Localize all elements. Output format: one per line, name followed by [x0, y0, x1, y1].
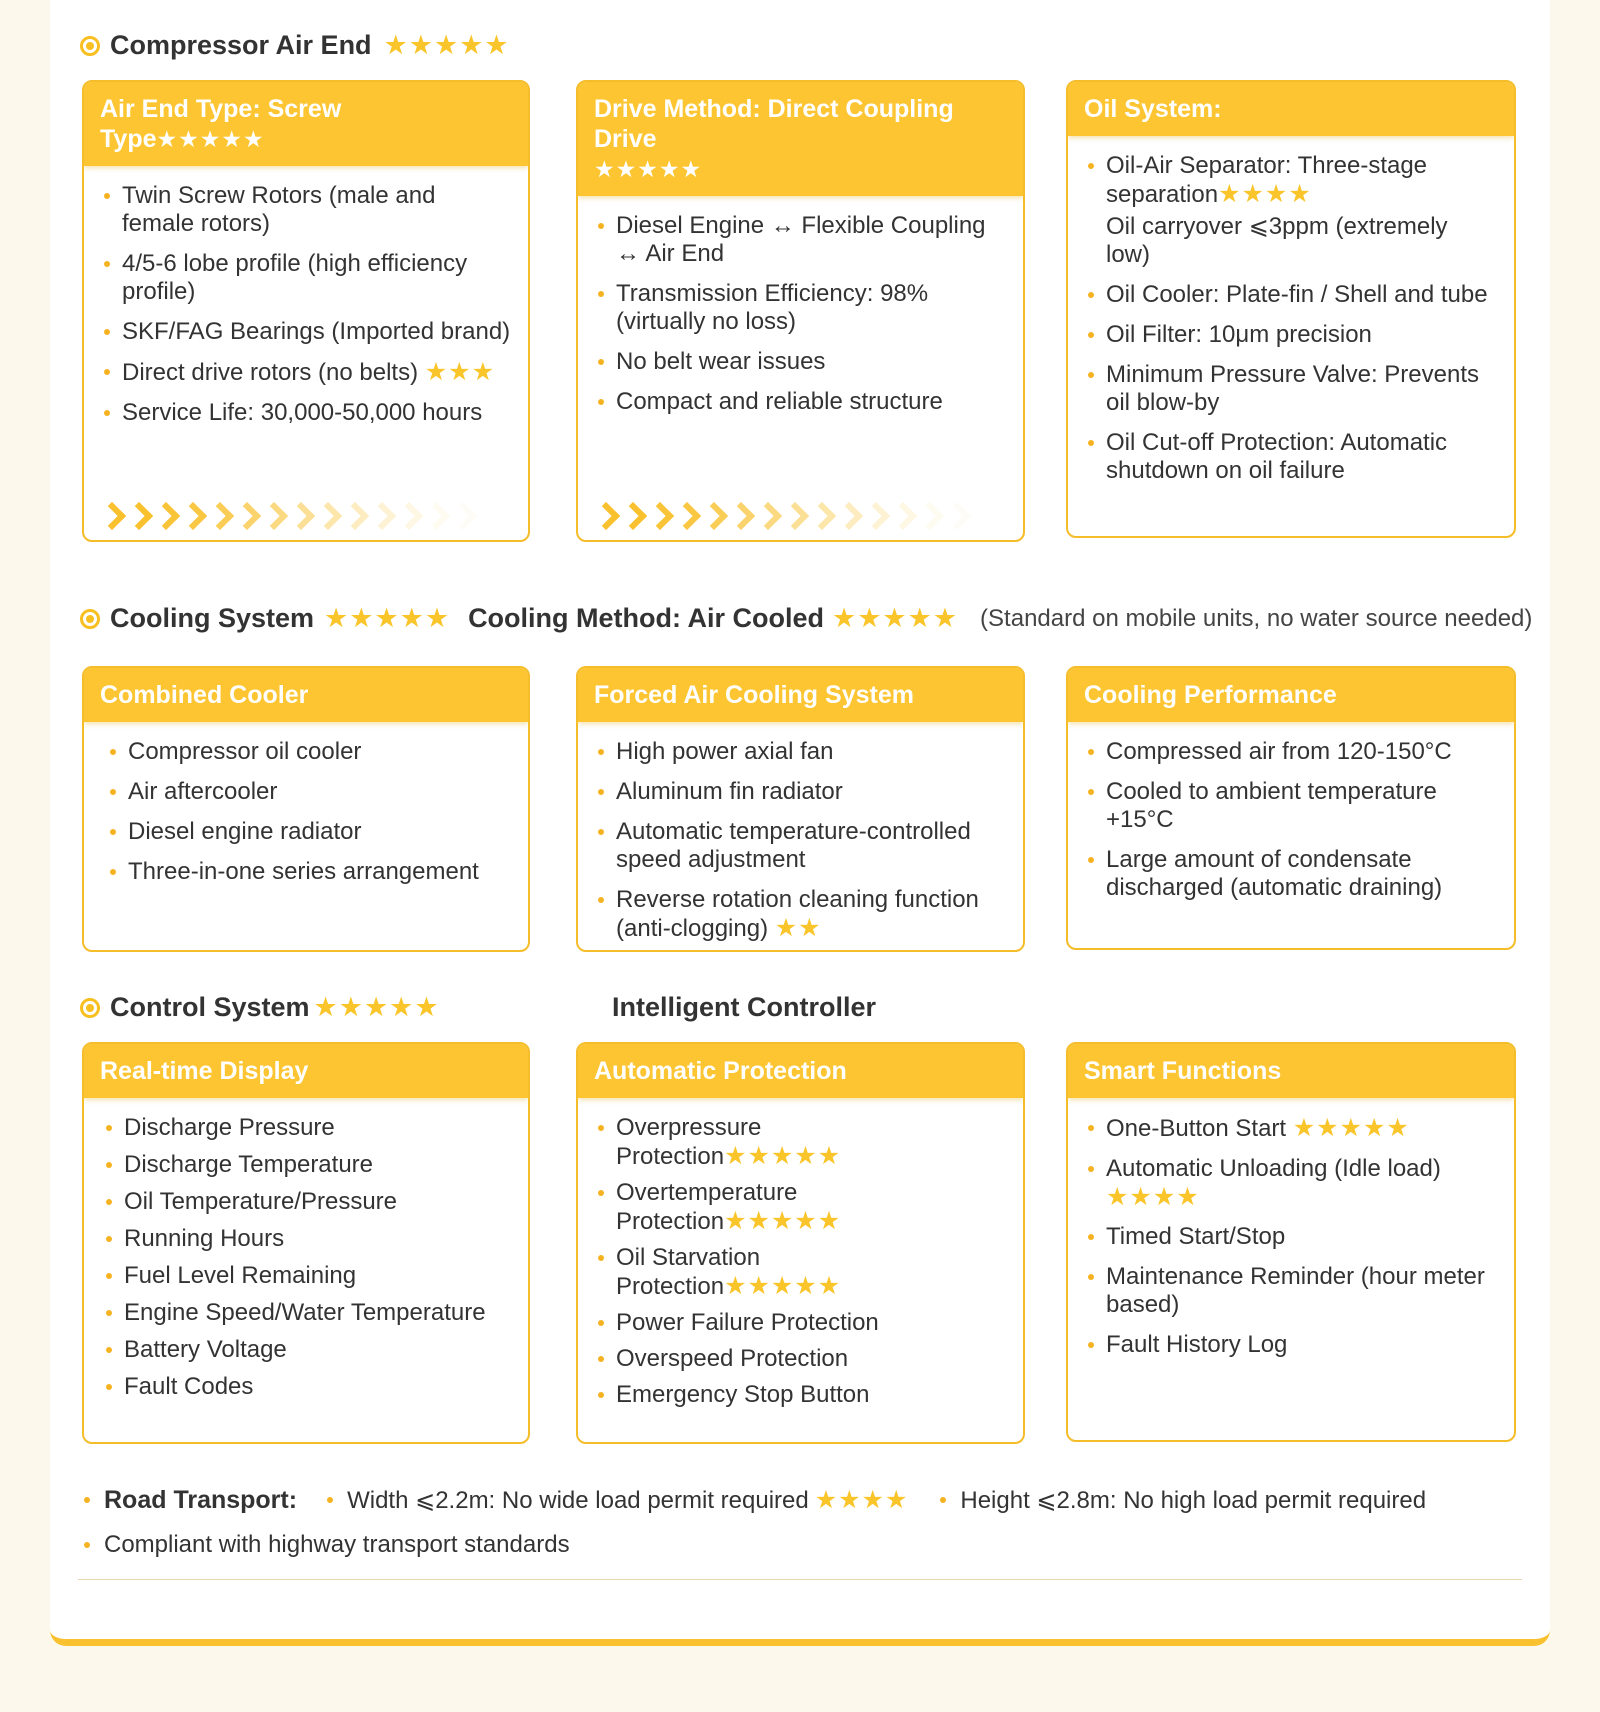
chevron-arrows-icon — [106, 504, 484, 526]
item-stars: ★★★★★ — [724, 1272, 842, 1300]
feature-list — [578, 1098, 1023, 1409]
list-item: Power Failure Protection — [598, 1309, 903, 1337]
card-combined-cooler — [82, 666, 530, 952]
compressor-rating-stars: ★★★★★ — [383, 30, 510, 60]
list-item: Oil-Air Separator: Three-stage separation★★★★ Oil carryover ⩽3ppm (extremely low) — [1088, 152, 1498, 269]
item-stars: ★★★★ — [1106, 1183, 1200, 1211]
list-item: Direct drive rotors (no belts) ★★★ — [104, 358, 512, 387]
item-stars: ★★ — [774, 914, 822, 942]
item-stars: ★★★★ — [1218, 180, 1312, 208]
card-header — [1068, 82, 1514, 136]
intelligent-controller-subtitle: Intelligent Controller — [612, 992, 877, 1022]
cooling-method-stars: ★★★★★ — [832, 603, 959, 633]
card-title: Oil System: — [1084, 95, 1222, 123]
section-divider — [78, 1579, 1522, 1580]
feature-list — [1068, 722, 1514, 902]
card-realtime-display — [82, 1042, 530, 1444]
card-automatic-protection — [576, 1042, 1025, 1444]
list-item: One-Button Start ★★★★★ — [1088, 1114, 1498, 1143]
bullet-icon — [940, 1497, 946, 1503]
list-item: Oil Cut-off Protection: Automatic shutdown on oil failure — [1088, 429, 1498, 485]
item-stars: ★★★ — [424, 358, 496, 386]
list-item: Overpressure Protection★★★★★ — [598, 1114, 903, 1171]
list-item: Compressor oil cooler — [110, 738, 512, 766]
card-header — [84, 668, 528, 722]
width-limit-stars: ★★★★ — [814, 1486, 909, 1514]
card-smart-functions — [1066, 1042, 1516, 1442]
control-section-header — [80, 992, 440, 1023]
card-title: Air End Type: Screw Type — [100, 95, 342, 153]
list-item: Emergency Stop Button — [598, 1381, 903, 1409]
cooling-section-title: Cooling System — [110, 603, 315, 633]
list-item: Discharge Temperature — [106, 1151, 512, 1179]
card-title: Automatic Protection — [594, 1057, 847, 1085]
list-item: Oil Starvation Protection★★★★★ — [598, 1244, 903, 1301]
list-item: Compressed air from 120-150°C — [1088, 738, 1498, 766]
list-item: No belt wear issues — [598, 348, 1007, 376]
list-item: Battery Voltage — [106, 1336, 512, 1364]
transport-row — [84, 1531, 1524, 1559]
compressor-section-title: Compressor Air End — [110, 30, 372, 60]
list-item: Overtemperature Protection★★★★★ — [598, 1179, 903, 1236]
list-item: Minimum Pressure Valve: Prevents oil blow-by — [1088, 361, 1498, 417]
list-item: Oil Temperature/Pressure — [106, 1188, 512, 1216]
bullet-icon — [84, 1497, 90, 1503]
card-header — [578, 1044, 1023, 1098]
cooling-section-header — [80, 603, 1532, 634]
section-bullet-icon — [80, 36, 100, 56]
list-item: Reverse rotation cleaning function (anti-clogging) ★★ — [598, 886, 1007, 943]
list-item: Discharge Pressure — [106, 1114, 512, 1142]
width-limit-text: Width ⩽2.2m: No wide load permit required — [347, 1486, 809, 1514]
feature-list — [84, 1098, 528, 1401]
height-limit-text: Height ⩽2.8m: No high load permit required — [960, 1486, 1427, 1514]
card-title: Smart Functions — [1084, 1057, 1282, 1085]
card-cooling-performance — [1066, 666, 1516, 950]
item-stars: ★★★★★ — [724, 1142, 842, 1170]
card-drive-method — [576, 80, 1025, 542]
card-forced-air-cooling — [576, 666, 1025, 952]
card-title: Cooling Performance — [1084, 681, 1337, 709]
card-title-stars: ★★★★★ — [594, 156, 703, 182]
transport-row — [84, 1485, 1524, 1515]
road-transport-label: Road Transport: — [104, 1485, 298, 1514]
list-item: 4/5-6 lobe profile (high efficiency profile) — [104, 250, 512, 306]
list-item: Service Life: 30,000-50,000 hours — [104, 399, 512, 427]
list-item: Automatic temperature-controlled speed adjustment — [598, 818, 1007, 874]
control-rating-stars: ★★★★★ — [313, 992, 440, 1022]
list-item: Oil Filter: 10μm precision — [1088, 321, 1498, 349]
list-item: Engine Speed/Water Temperature — [106, 1299, 512, 1327]
list-item: Large amount of condensate discharged (automatic draining) — [1088, 846, 1498, 902]
card-title-stars: ★★★★★ — [156, 126, 265, 152]
feature-list — [84, 166, 528, 427]
controller-subtitle-row — [612, 992, 876, 1023]
card-title: Forced Air Cooling System — [594, 681, 914, 709]
list-item: Transmission Efficiency: 98% (virtually no loss) — [598, 280, 1007, 336]
item-stars: ★★★★★ — [724, 1207, 842, 1235]
cooling-rating-stars: ★★★★★ — [324, 603, 451, 633]
list-item: Aluminum fin radiator — [598, 778, 1007, 806]
list-item: High power axial fan — [598, 738, 1007, 766]
control-section-title: Control System — [110, 992, 310, 1022]
section-bullet-icon — [80, 998, 100, 1018]
list-item: SKF/FAG Bearings (Imported brand) — [104, 318, 512, 346]
list-item: Fault History Log — [1088, 1331, 1498, 1359]
list-item: Running Hours — [106, 1225, 512, 1253]
card-title: Real-time Display — [100, 1057, 309, 1085]
list-item: Cooled to ambient temperature +15°C — [1088, 778, 1498, 834]
card-header — [1068, 668, 1514, 722]
list-item: Automatic Unloading (Idle load) ★★★★ — [1088, 1155, 1498, 1211]
list-item: Fuel Level Remaining — [106, 1262, 512, 1290]
card-title: Combined Cooler — [100, 681, 309, 709]
feature-list — [578, 196, 1023, 416]
chevron-arrows-icon — [600, 504, 978, 526]
card-air-end-type — [82, 80, 530, 542]
highway-compliance-text: Compliant with highway transport standards — [104, 1531, 570, 1558]
item-stars: ★★★★★ — [1292, 1114, 1410, 1142]
card-title: Drive Method: Direct Coupling Drive — [594, 95, 954, 153]
cooling-method-note: (Standard on mobile units, no water source needed) — [980, 604, 1533, 632]
list-item: Maintenance Reminder (hour meter based) — [1088, 1263, 1498, 1319]
list-item: Three-in-one series arrangement — [110, 858, 512, 886]
list-item: Oil Cooler: Plate-fin / Shell and tube — [1088, 281, 1498, 309]
list-item: Diesel Engine ↔ Flexible Coupling ↔ Air End — [598, 212, 1007, 268]
compressor-section-header — [80, 30, 510, 61]
list-item: Diesel engine radiator — [110, 818, 512, 846]
cooling-method-label: Cooling Method: Air Cooled — [468, 603, 825, 633]
feature-list — [1068, 1098, 1514, 1359]
list-item: Overspeed Protection — [598, 1345, 903, 1373]
card-header — [578, 668, 1023, 722]
list-item: Fault Codes — [106, 1373, 512, 1401]
section-bullet-icon — [80, 609, 100, 629]
bullet-icon — [84, 1542, 90, 1548]
card-header — [84, 82, 528, 166]
feature-list — [578, 722, 1023, 943]
card-header — [84, 1044, 528, 1098]
list-item: Timed Start/Stop — [1088, 1223, 1498, 1251]
road-transport-section — [84, 1485, 1524, 1575]
card-header — [1068, 1044, 1514, 1098]
list-item: Air aftercooler — [110, 778, 512, 806]
feature-list — [1068, 136, 1514, 485]
bullet-icon — [327, 1497, 333, 1503]
feature-list — [84, 722, 528, 886]
list-item: Twin Screw Rotors (male and female rotors) — [104, 182, 512, 238]
list-item: Compact and reliable structure — [598, 388, 1007, 416]
card-oil-system — [1066, 80, 1516, 538]
card-header — [578, 82, 1023, 196]
